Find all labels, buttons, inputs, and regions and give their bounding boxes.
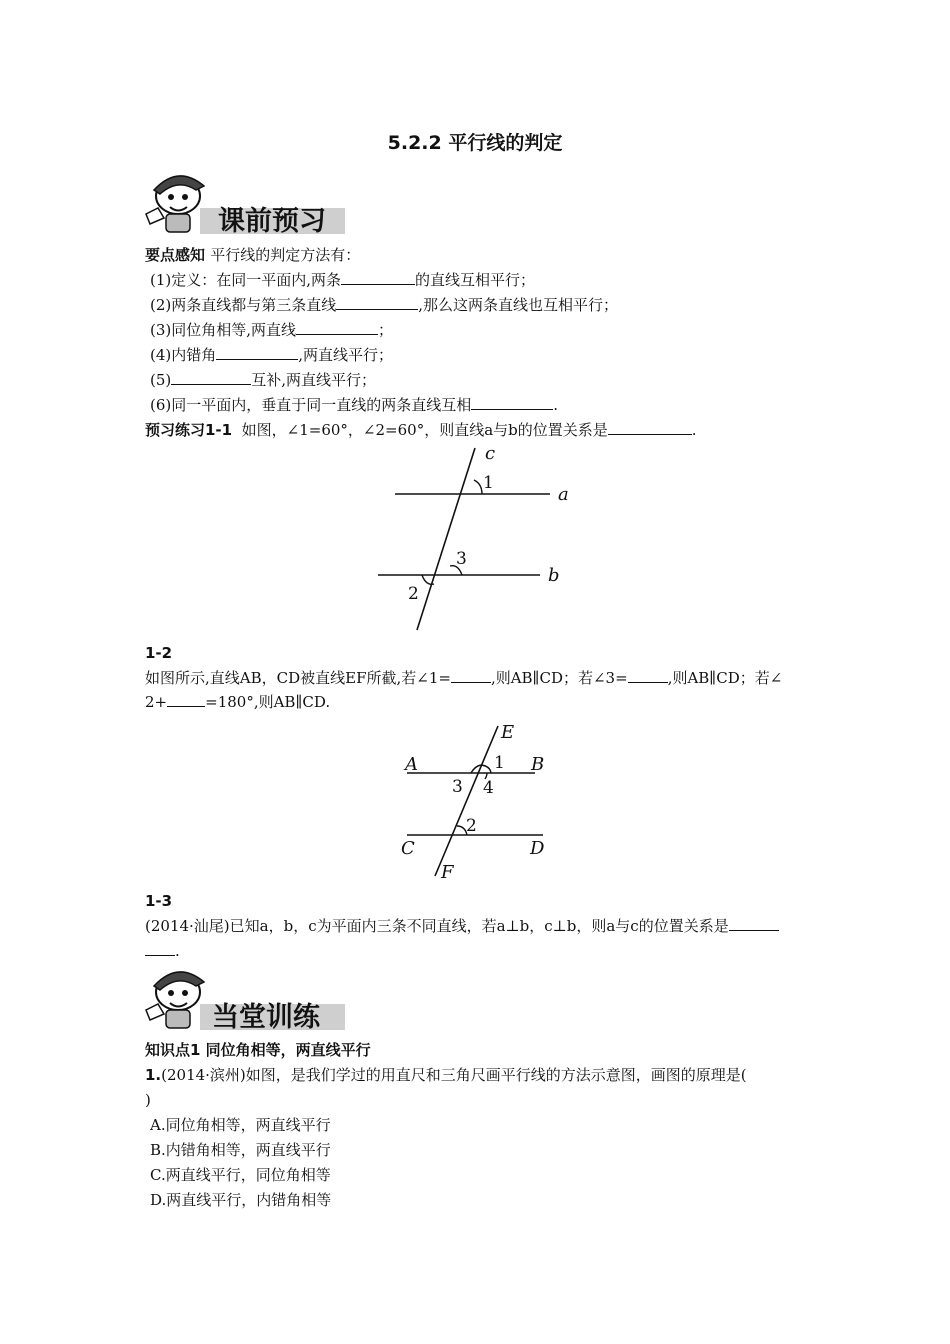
label-angle-1: 1: [494, 753, 505, 773]
label-angle-3: 3: [456, 549, 467, 569]
label-C: C: [401, 838, 415, 859]
preview-banner: [140, 168, 350, 238]
answer-blank[interactable]: [608, 420, 692, 435]
exercise-text: (2014·汕尾)已知a，b，c为平面内三条不同直线，若a⊥b，c⊥b，则a与c的位置关系是: [145, 917, 729, 935]
exercise-end: .: [691, 421, 697, 439]
answer-blank[interactable]: [296, 320, 378, 335]
item-text: 的直线互相平行；: [415, 271, 536, 289]
label-b: b: [548, 565, 560, 586]
label-a: a: [558, 484, 569, 505]
exercise-1-2-line2: [145, 692, 330, 711]
option-c[interactable]: C.两直线平行，同位角相等: [150, 1166, 331, 1184]
answer-blank[interactable]: [729, 916, 779, 931]
label-A: A: [405, 754, 418, 775]
key-points-label: 要点感知: [145, 246, 206, 264]
item-text: 互补,两直线平行；: [251, 371, 377, 389]
option-a[interactable]: A.同位角相等，两直线平行: [150, 1116, 331, 1134]
exercise-text: 2+: [145, 693, 168, 711]
answer-blank[interactable]: [628, 668, 668, 683]
cartoon-boy-icon: [146, 176, 204, 232]
label-E: E: [501, 722, 515, 743]
figure-transversal-ef: [395, 718, 565, 886]
label-F: F: [441, 862, 454, 883]
exercise-text: =180°,则AB∥CD.: [205, 693, 331, 711]
answer-blank[interactable]: [167, 692, 205, 707]
answer-blank[interactable]: [451, 668, 491, 683]
label-angle-2: 2: [466, 816, 477, 836]
answer-blank[interactable]: [341, 270, 415, 285]
option-b[interactable]: B.内错角相等，两直线平行: [150, 1141, 331, 1159]
classroom-training-banner-text: 当堂训练: [212, 1002, 320, 1033]
angle-1-arc: [481, 765, 491, 773]
preview-banner-text: 课前预习: [218, 206, 326, 237]
exercise-1-3-line1: [145, 916, 779, 935]
item-text: (5): [150, 371, 172, 389]
exercise-1-3-line2: [145, 941, 180, 960]
item-text: .: [553, 396, 559, 414]
classroom-training-banner: [140, 964, 350, 1034]
answer-blank[interactable]: [171, 370, 251, 385]
page-title: 5.2.2 平行线的判定: [387, 132, 563, 154]
exercise-label: 预习练习1-1: [145, 421, 233, 439]
key-points-intro: 平行线的判定方法有：: [210, 246, 361, 264]
exercise-text: ,则AB∥CD；若∠3=: [490, 669, 628, 687]
item-text: (6)同一平面内，垂直于同一直线的两条直线互相: [150, 396, 472, 414]
key-point-item: [150, 295, 618, 314]
cartoon-boy-icon: [146, 972, 204, 1028]
label-angle-4: 4: [483, 778, 494, 798]
exercise-1-1: [145, 420, 697, 439]
item-text: ,两直线平行；: [298, 346, 394, 364]
answer-blank[interactable]: [471, 395, 553, 410]
key-point-item: [150, 270, 535, 289]
exercise-1-3-label: 1-3: [145, 892, 173, 910]
exercise-1-2-line1: [145, 668, 782, 687]
label-angle-2: 2: [408, 584, 419, 604]
label-angle-3: 3: [452, 777, 463, 797]
line-c: [417, 448, 475, 630]
item-text: ；: [378, 321, 394, 339]
figure-parallel-lines-abc: [370, 440, 580, 635]
item-text: (3)同位角相等,两直线: [150, 321, 297, 339]
question-1-line1: [145, 1066, 747, 1084]
knowledge-point-1: 知识点1 同位角相等，两直线平行: [145, 1041, 371, 1059]
question-1-close: ): [145, 1091, 151, 1109]
answer-blank[interactable]: [216, 345, 298, 360]
key-point-item: [150, 395, 558, 414]
answer-blank[interactable]: [336, 295, 418, 310]
item-text: (2)两条直线都与第三条直线: [150, 296, 337, 314]
label-angle-1: 1: [483, 473, 494, 493]
exercise-text: 如图，∠1=60°，∠2=60°，则直线a与b的位置关系是: [241, 421, 608, 439]
key-point-item: [150, 370, 376, 389]
label-B: B: [531, 754, 545, 775]
question-number: 1.: [145, 1066, 162, 1084]
item-text: ,那么这两条直线也互相平行；: [418, 296, 619, 314]
exercise-1-2-label: 1-2: [145, 644, 173, 662]
item-text: (1)定义：在同一平面内,两条: [150, 271, 342, 289]
label-D: D: [530, 838, 545, 859]
key-point-item: [150, 345, 393, 364]
exercise-end: .: [175, 942, 180, 960]
option-d[interactable]: D.两直线平行，内错角相等: [150, 1191, 332, 1209]
angle-1-arc: [474, 480, 482, 494]
key-point-item: [150, 320, 393, 339]
question-text: (2014·滨州)如图，是我们学过的用直尺和三角尺画平行线的方法示意图，画图的原理是(: [161, 1066, 747, 1084]
line-ef: [435, 726, 498, 876]
exercise-text: ,则AB∥CD；若∠: [667, 669, 783, 687]
answer-blank[interactable]: [145, 941, 175, 956]
key-points-line: [145, 246, 360, 264]
item-text: (4)内错角: [150, 346, 217, 364]
label-c: c: [485, 443, 496, 464]
exercise-text: 如图所示,直线AB，CD被直线EF所截,若∠1=: [145, 669, 451, 687]
